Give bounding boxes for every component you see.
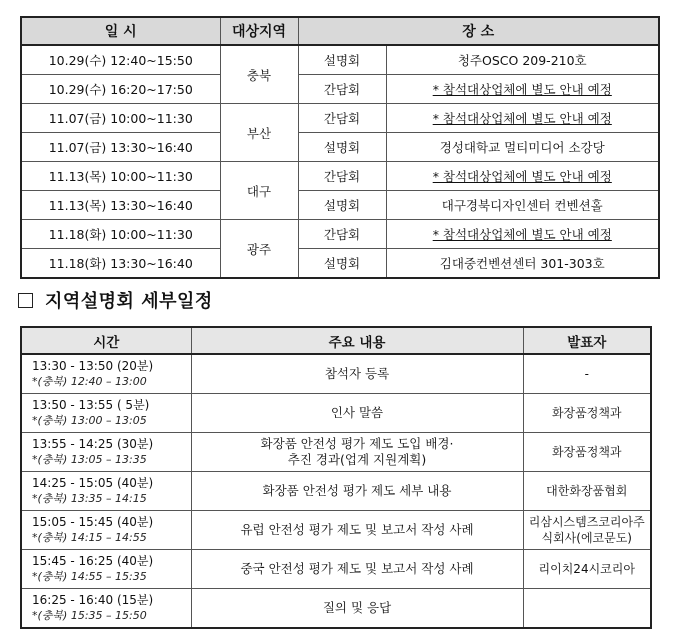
time-cell	[21, 433, 191, 472]
region-cell: 대구	[220, 162, 298, 220]
place-cell: 대구경북디자인센터 컨벤션홀	[386, 191, 659, 220]
place-cell: * 참석대상업체에 별도 안내 예정	[386, 104, 659, 133]
datetime-cell: 11.13(목) 10:00~11:30	[21, 162, 220, 191]
time-cell	[21, 589, 191, 629]
table-row	[21, 45, 659, 75]
presenter-cell: 화장품정책과	[523, 433, 651, 472]
place-cell: * 참석대상업체에 별도 안내 예정	[386, 75, 659, 104]
detail-schedule-table	[20, 326, 652, 629]
type-cell: 간담회	[298, 104, 386, 133]
time-cell	[21, 472, 191, 511]
presenter-cell: 화장품정책과	[523, 394, 651, 433]
type-cell: 간담회	[298, 220, 386, 249]
datetime-cell: 11.13(목) 13:30~16:40	[21, 191, 220, 220]
table-row	[21, 472, 651, 511]
chungbuk-time: *(충북) 14:55 – 15:35	[32, 570, 147, 583]
region-cell: 부산	[220, 104, 298, 162]
chungbuk-time: *(충북) 13:00 – 13:05	[32, 414, 147, 427]
content-line-2: 추진 경과(업계 지원계획)	[287, 452, 427, 467]
presenter-line-1: 리삼시스템즈코리아주	[528, 515, 645, 529]
time-text: 14:25 - 15:05 (40분)	[32, 476, 154, 490]
type-cell: 설명회	[298, 133, 386, 162]
table-row	[21, 354, 651, 394]
content-cell: 질의 및 응답	[191, 589, 523, 629]
table-row	[21, 104, 659, 133]
time-cell	[21, 550, 191, 589]
presenter-cell: -	[523, 354, 651, 394]
type-cell: 간담회	[298, 75, 386, 104]
type-cell: 설명회	[298, 191, 386, 220]
table-row	[21, 162, 659, 191]
time-text: 15:05 - 15:45 (40분)	[32, 515, 154, 529]
header-place: 장 소	[298, 17, 659, 45]
time-text: 13:55 - 14:25 (30분)	[32, 437, 154, 451]
presenter-cell	[523, 589, 651, 629]
datetime-cell: 11.07(금) 13:30~16:40	[21, 133, 220, 162]
time-text: 15:45 - 16:25 (40분)	[32, 554, 154, 568]
table-header-row	[21, 327, 651, 354]
place-cell: 김대중컨벤션센터 301-303호	[386, 249, 659, 279]
table-row	[21, 75, 659, 104]
schedule-table	[20, 16, 660, 279]
datetime-cell: 11.07(금) 10:00~11:30	[21, 104, 220, 133]
content-cell: 화장품 안전성 평가 제도 세부 내용	[191, 472, 523, 511]
chungbuk-time: *(충북) 14:15 – 14:55	[32, 531, 147, 544]
header-presenter: 발표자	[523, 327, 651, 354]
table-row	[21, 589, 651, 629]
time-cell	[21, 511, 191, 550]
presenter-line-2: 식회사(에코문도)	[541, 531, 632, 545]
content-cell: 참석자 등록	[191, 354, 523, 394]
datetime-cell: 10.29(수) 16:20~17:50	[21, 75, 220, 104]
table-row	[21, 133, 659, 162]
time-text: 13:30 - 13:50 (20분)	[32, 359, 154, 373]
content-cell: 유럽 안전성 평가 제도 및 보고서 작성 사례	[191, 511, 523, 550]
presenter-cell: 리이치24시코리아	[523, 550, 651, 589]
time-cell	[21, 354, 191, 394]
section-heading-text: 지역설명회 세부일정	[45, 291, 213, 312]
time-cell	[21, 394, 191, 433]
table-row	[21, 220, 659, 249]
place-cell: * 참석대상업체에 별도 안내 예정	[386, 220, 659, 249]
datetime-cell: 11.18(화) 10:00~11:30	[21, 220, 220, 249]
type-cell: 설명회	[298, 249, 386, 279]
header-time: 시간	[21, 327, 191, 354]
table-row	[21, 191, 659, 220]
time-text: 16:25 - 16:40 (15분)	[32, 593, 154, 607]
datetime-cell: 11.18(화) 13:30~16:40	[21, 249, 220, 279]
table-row	[21, 249, 659, 279]
table-row	[21, 550, 651, 589]
content-cell: 인사 말씀	[191, 394, 523, 433]
header-content: 주요 내용	[191, 327, 523, 354]
chungbuk-time: *(충북) 13:05 – 13:35	[32, 453, 147, 466]
region-cell: 충북	[220, 45, 298, 104]
type-cell: 간담회	[298, 162, 386, 191]
content-cell: 중국 안전성 평가 제도 및 보고서 작성 사례	[191, 550, 523, 589]
chungbuk-time: *(충북) 13:35 – 14:15	[32, 492, 147, 505]
content-cell	[191, 433, 523, 472]
region-cell: 광주	[220, 220, 298, 279]
chungbuk-time: *(충북) 12:40 – 13:00	[32, 375, 147, 388]
chungbuk-time: *(충북) 15:35 – 15:50	[32, 609, 147, 622]
header-datetime: 일 시	[21, 17, 220, 45]
table-header-row	[21, 17, 659, 45]
presenter-cell: 대한화장품협회	[523, 472, 651, 511]
content-line-1: 화장품 안전성 평가 제도 도입 배경·	[260, 436, 454, 451]
section-heading	[18, 287, 213, 313]
checkbox-square-icon	[18, 293, 33, 308]
header-region: 대상지역	[220, 17, 298, 45]
place-cell: * 참석대상업체에 별도 안내 예정	[386, 162, 659, 191]
datetime-cell: 10.29(수) 12:40~15:50	[21, 45, 220, 75]
table-row	[21, 433, 651, 472]
table-row	[21, 394, 651, 433]
type-cell: 설명회	[298, 45, 386, 75]
presenter-cell	[523, 511, 651, 550]
place-cell: 경성대학교 멀티미디어 소강당	[386, 133, 659, 162]
time-text: 13:50 - 13:55 ( 5분)	[32, 398, 150, 412]
table-row	[21, 511, 651, 550]
place-cell: 청주OSCO 209-210호	[386, 45, 659, 75]
